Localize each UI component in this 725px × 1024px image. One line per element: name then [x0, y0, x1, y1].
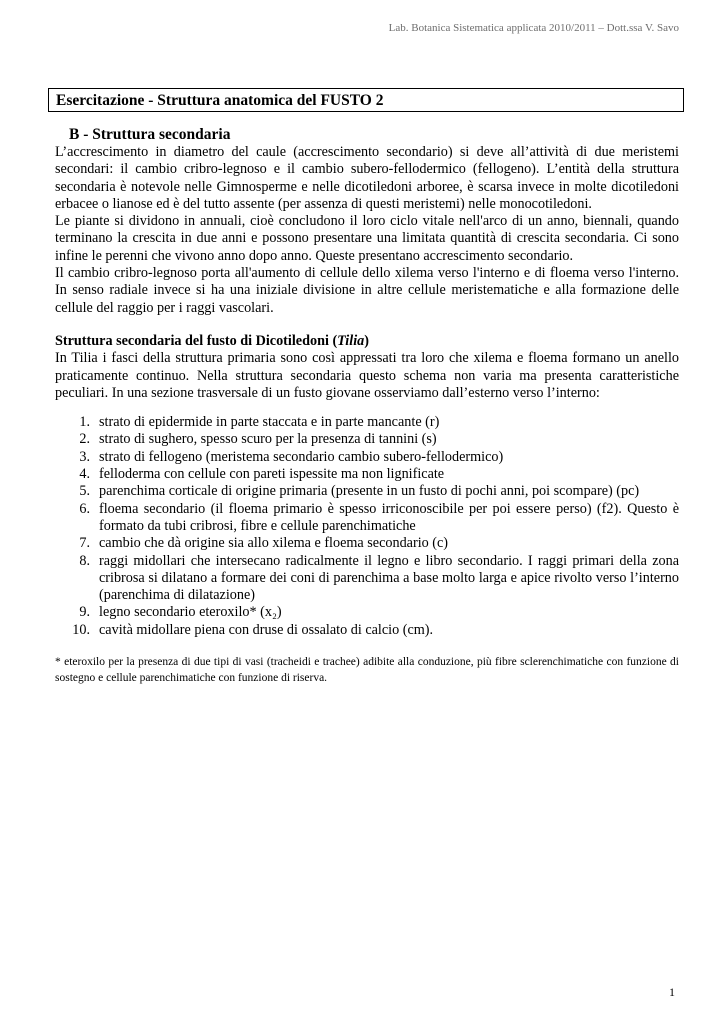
- list-item-text: cavità midollare piena con druse di ossalato di calcio (cm).: [99, 621, 434, 638]
- list-item: [55, 431, 679, 448]
- list-item: [55, 501, 679, 536]
- list-item-text: cambio che dà origine sia allo xilema e floema secondario (c): [99, 535, 449, 552]
- list-item-text: strato di fellogeno (meristema secondario cambio subero-fellodermico): [99, 448, 504, 465]
- footnote: * eteroxilo per la presenza di due tipi di vasi (tracheidi e trachee) adibite alla conduzione, più fibre sclerenchimatiche con funzione di sostegno e cellule parenchimatiche con funzione di riserva.: [55, 656, 679, 684]
- list-item-number: 9.: [79, 604, 90, 621]
- subsection-heading-italic: Tilia: [337, 332, 365, 349]
- list-item-text: strato di epidermide in parte staccata e in parte mancante (r): [99, 414, 440, 431]
- list-item-number: 2.: [79, 431, 90, 448]
- page-title: Esercitazione - Struttura anatomica del FUSTO 2: [48, 88, 684, 112]
- list-item-text: felloderma con cellule con pareti ispessite ma non lignificate: [99, 466, 445, 483]
- list-item-number: 8.: [79, 552, 90, 569]
- list-item-text: strato di sughero, spesso scuro per la presenza di tannini (s): [99, 431, 437, 448]
- list-item-text: floema secondario (il floema primario è spesso irriconoscibile per poi essere perso) (f2). Questo è formato da tubi cribrosi, fibre e cellule parenchimatiche: [99, 500, 679, 534]
- list-item-number: 5.: [79, 483, 90, 500]
- document-body: [55, 126, 679, 686]
- list-item-number: 6.: [79, 500, 90, 517]
- page-number: 1: [669, 985, 675, 999]
- subsection-heading: [55, 333, 679, 350]
- subsection-intro: In Tilia i fasci della struttura primaria sono così appressati tra loro che xilema e floema formano un anello praticamente continuo. Nella struttura secondaria questo schema non varia ma presenta caratteristiche peculiari. In una sezione trasversale di un fusto giovane osserviamo dall’esterno verso l’interno:: [55, 350, 679, 401]
- list-item: [55, 483, 679, 500]
- list-item-text: parenchima corticale di origine primaria (presente in un fusto di pochi anni, poi scompare) (pc): [99, 483, 640, 500]
- list-item-number: 10.: [72, 621, 90, 638]
- list-item: [55, 604, 679, 621]
- list-item: [55, 535, 679, 552]
- list-item-number: 1.: [79, 414, 90, 431]
- structure-list: [55, 414, 679, 639]
- list-item: [55, 553, 679, 605]
- section-heading: B - Struttura secondaria: [69, 126, 231, 143]
- paragraph: L’accrescimento in diametro del caule (accrescimento secondario) si deve all’attività di due meristemi secondari: il cambio cribro-legnoso e il cambio subero-fellodermico (fellogeno). L’entità della struttura secondaria è notevole nelle Gimnosperme e nelle dicotiledoni arboree, è scarsa invece in molte dicotiledoni erbacee o lianose ed è del tutto assente (per assenza di questi meristemi) nelle monocotiledoni.: [55, 144, 679, 212]
- paragraph: Il cambio cribro-legnoso porta all'aumento di cellule dello xilema verso l'interno e di floema verso l'interno. In senso radiale invece si ha una iniziale divisione in altre cellule meristematiche e alla formazione delle cellule del raggio per i raggi vascolari.: [55, 265, 679, 316]
- list-item-text: legno secondario eteroxilo* (x₂): [99, 604, 282, 621]
- list-item: [55, 414, 679, 431]
- paragraph: Le piante si dividono in annuali, cioè concludono il loro ciclo vitale nell'arco di un anno, biennali, quando terminano la crescita in due anni e possono presentare una limitata quantità di crescita secondaria. Ci sono infine le perenni che vivono anno dopo anno. Queste presentano accrescimento secondario.: [55, 213, 679, 264]
- list-item: [55, 449, 679, 466]
- list-item-number: 4.: [79, 466, 90, 483]
- list-item-number: 7.: [79, 535, 90, 552]
- subsection-heading-prefix: Struttura secondaria del fusto di Dicotiledoni (: [55, 332, 338, 349]
- list-item-text: raggi midollari che intersecano radicalmente il legno e libro secondario. I raggi primari della zona cribrosa si dilatano a formare dei coni di parenchima a base molto larga e apice rivolto verso l’interno (parenchima di dilatazione): [99, 552, 679, 604]
- page-header: Lab. Botanica Sistematica applicata 2010/2011 – Dott.ssa V. Savo: [388, 22, 679, 34]
- list-item: [55, 466, 679, 483]
- list-item: [55, 622, 679, 639]
- subsection-heading-suffix: ): [364, 332, 369, 349]
- list-item-number: 3.: [79, 448, 90, 465]
